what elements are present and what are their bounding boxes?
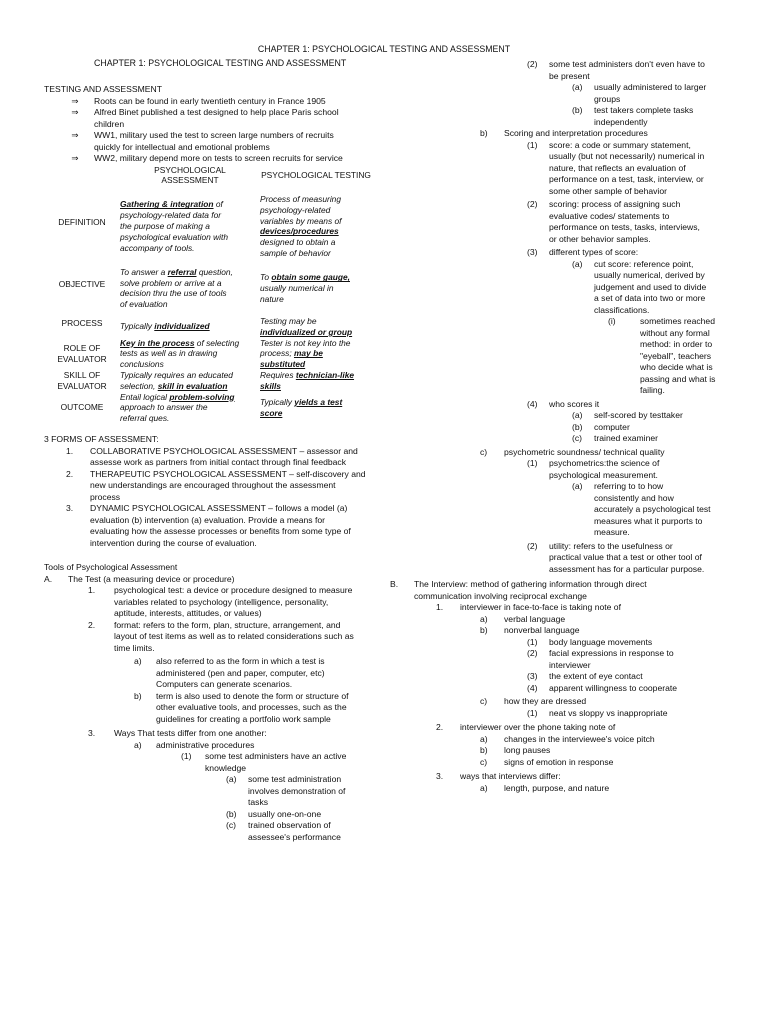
list-item: (b) computer <box>572 421 630 432</box>
list-item: a) verbal language <box>480 613 566 624</box>
list-item: 3. Ways That tests differ from one another: <box>88 728 267 739</box>
bullet-item: ⇒ WW2, military depend more on tests to screen recruits for service <box>64 153 376 165</box>
list-item: c) signs of emotion in response <box>480 756 614 767</box>
list-item: (1) body language movements <box>527 636 653 647</box>
header-testing: PSYCHOLOGICAL TESTING <box>261 169 371 180</box>
header-assessment: PSYCHOLOGICAL ASSESSMENT <box>154 164 226 186</box>
list-item: (1) some test administers have an active knowledge <box>181 751 347 773</box>
list-item: 1. interviewer in face-to-face is taking note of <box>436 602 621 612</box>
bullet-continuation: quickly for intellectual and emotional problems <box>94 141 270 152</box>
table-row: DEFINITION Gathering & integration of psychology-related data for the purpose of making a psychological evaluation with accompany of tools. Process of measuring psychology-related variables by means of devices/procedures designed to obtain a sample of behavior <box>58 194 342 259</box>
list-item: (a) referring to to how consistently and how accurately a psychological test measures what it purports to measure. <box>572 481 711 537</box>
list-item: 3. ways that interviews differ: <box>436 771 561 781</box>
list-item: (a) usually administered to larger groups <box>572 82 707 104</box>
list-item: (1) neat vs sloppy vs inappropriate <box>527 707 668 718</box>
list-item: b) long pauses <box>480 745 551 755</box>
list-item: (3) different types of score: <box>527 247 639 257</box>
list-item: A. The Test (a measuring device or procedure) <box>44 573 235 584</box>
list-item: a) changes in the interviewee's voice pitch <box>480 733 655 744</box>
list-item: (a) self-scored by testtaker <box>572 410 683 420</box>
right-column <box>390 59 730 794</box>
chapter-subtitle: CHAPTER 1: PSYCHOLOGICAL TESTING AND ASSESSMENT <box>94 58 347 68</box>
section-heading: 3 FORMS OF ASSESSMENT: <box>44 434 159 445</box>
list-item: (2) scoring: process of assigning such evaluative codes/ statements to performance on tests, tasks, interviews, or other behavior samples. <box>527 199 700 244</box>
list-item: (a) cut score: reference point, usually numerical, derived by judgement and used to divide a set of data into two or more classifications. <box>572 258 707 315</box>
list-item: (1) score: a code or summary statement, usually (but not necessarily) numerical in nature, that reflects an evaluation of performance on a test, task, interview, or some other sample of behavior <box>527 139 705 196</box>
comparison-table <box>44 165 372 425</box>
list-item: (b) test takers complete tasks independently <box>572 105 694 127</box>
table-row: PROCESS Typically individualized Testing may be individualized or group <box>61 316 353 337</box>
list-item: (2) some test administers don't even have to be present <box>527 59 705 81</box>
arrow-icon: ⇒ <box>71 153 79 163</box>
list-item: a) administrative procedures <box>134 739 255 750</box>
bullet-item: ⇒ WW1, military used the test to screen large numbers of recruits <box>64 130 376 142</box>
table-row: ROLE OF EVALUATOR Key in the process of selecting tests as well as in drawing conclusions Tester is not key into the process; may be substituted <box>57 337 351 370</box>
list-item: (3) the extent of eye contact <box>527 671 643 681</box>
bullet-continuation: children <box>94 118 125 129</box>
list-item: (2) facial expressions in response to interviewer <box>527 648 674 670</box>
list-item: c) how they are dressed <box>480 696 587 706</box>
list-item: (4) apparent willingness to cooperate <box>527 682 678 693</box>
section-heading: TESTING AND ASSESSMENT <box>44 84 162 94</box>
list-item: (b) usually one-on-one <box>226 808 322 819</box>
list-item: (a) some test administration involves demonstration of tasks <box>226 774 346 808</box>
list-item: a) also referred to as the form in which a test is administered (pen and paper, computer, etc) Computers can generate scenarios. <box>134 656 325 690</box>
bullet-item: ⇒ Roots can be found in early twentieth century in France 1905 <box>64 96 376 108</box>
table-row: SKILL OF EVALUATOR Typically requires an educated selection, skill in evaluation Requires technician-like skills <box>57 370 355 391</box>
list-item: 1. psychological test: a device or procedure designed to measure variables related to psychology (intelligence, personality, aptitude, interests, attitudes, or values) <box>88 585 353 619</box>
list-item: (1) psychometrics:the science of psychological measurement. <box>527 458 660 480</box>
list-item: 3. DYNAMIC PSYCHOLOGICAL ASSESSMENT – follows a model (a) evaluation (b) intervention (a) evaluation. Provide a means for evaluating how the assesse processes or benefits from some type of intervention during the course of evaluation. <box>66 503 351 548</box>
list-item: b) nonverbal language <box>480 625 580 635</box>
list-item: 1. COLLABORATIVE PSYCHOLOGICAL ASSESSMENT – assessor and assesse work as partners from initial contact through final feedback <box>66 445 358 468</box>
list-item: B. The Interview: method of gathering information through direct communication involving reciprocal exchange <box>390 579 647 601</box>
arrow-icon: ⇒ <box>71 130 79 140</box>
table-header-row <box>44 165 372 187</box>
list-item: (i) sometimes reached without any formal method: in order to "eyeball", teachers who decide what is passing and what is failing. <box>608 316 716 395</box>
bullet-item: ⇒ Alfred Binet published a test designed to help place Paris school <box>64 107 376 119</box>
list-item: 2. THERAPEUTIC PSYCHOLOGICAL ASSESSMENT – self-discovery and new understandings are encouraged throughout the assessment process <box>66 468 366 502</box>
list-item: (c) trained observation of assessee's performance <box>226 820 341 842</box>
list-item: b) Scoring and interpretation procedures <box>480 128 648 138</box>
left-column <box>44 84 376 843</box>
list-item: (2) utility: refers to the usefulness or practical value that a test or other tool of assessment has for a particular purpose. <box>527 540 705 574</box>
table-row: OBJECTIVE To answer a referral question, solve problem or arrive at a decision thru the use of tools of evaluation To obtain some gauge, usually numerical in nature <box>58 266 350 310</box>
arrow-icon: ⇒ <box>71 95 79 106</box>
list-item: 2. interviewer over the phone taking note of <box>436 722 616 732</box>
list-item: a) length, purpose, and nature <box>480 782 610 793</box>
list-item: (c) trained examiner <box>572 433 659 443</box>
list-item: 2. format: refers to the form, plan, structure, arrangement, and layout of test items as well as to related considerations such as time limits. <box>88 619 354 653</box>
list-item: b) term is also used to denote the form or structure of other evaluative tools, and processes, such as the guidelines for creating a portfolio work sample <box>134 690 349 724</box>
list-item: c) psychometric soundness/ technical quality <box>480 446 665 457</box>
section-heading: Tools of Psychological Assessment <box>44 562 178 573</box>
page-title: CHAPTER 1: PSYCHOLOGICAL TESTING AND ASSESSMENT <box>257 44 511 54</box>
table-row: OUTCOME Entail logical problem-solving approach to answer the referral ques. Typically yields a test score <box>60 391 343 424</box>
list-item: (4) who scores it <box>527 398 600 409</box>
arrow-icon: ⇒ <box>71 107 79 117</box>
